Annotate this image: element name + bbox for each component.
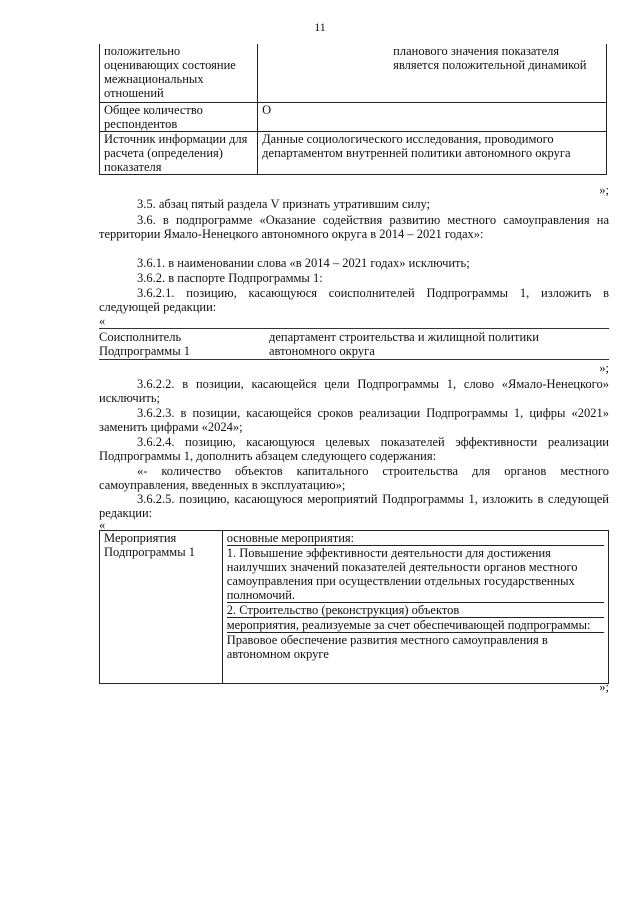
table-row [100, 103, 607, 132]
table-cell: О [258, 103, 607, 132]
paragraph-3-6-2-1: 3.6.2.1. позицию, касающуюся соисполнителей Подпрограммы 1, изложить в следующей редакции: [99, 286, 609, 314]
measures-label: Мероприятия Подпрограммы 1 [100, 531, 223, 684]
coexecutor-value: департамент строительства и жилищной политики автономного округа [269, 330, 539, 358]
paragraph-3-6-2-2: 3.6.2.2. в позиции, касающейся цели Подпрограммы 1, слово «Ямало-Ненецкого» исключить; [99, 377, 609, 405]
measures-item: 2. Строительство (реконструкция) объектов [227, 603, 604, 618]
table-cell: Данные социологического исследования, проводимого департаментом внутренней политики автономного округа [258, 132, 607, 175]
measures-item: Правовое обеспечение развития местного самоуправления в автономном округе [226, 633, 548, 661]
paragraph-3-6-1: 3.6.1. в наименовании слова «в 2014 – 2021 годах» исключить; [137, 256, 470, 270]
table-bottom-rule [99, 359, 609, 360]
quoted-paragraph: «- количество объектов капитального строительства для органов местного самоуправления, введенных в эксплуатацию»; [99, 464, 609, 492]
paragraph-3-6-2: 3.6.2. в паспорте Подпрограммы 1: [137, 271, 323, 285]
table-top-rule [99, 328, 609, 329]
table-cell: планового значения показателя является положительной динамикой [258, 44, 607, 103]
opening-quote: « [99, 518, 106, 532]
paragraph-3-6: 3.6. в подпрограмме «Оказание содействия развитию местного самоуправления на территории Ямало-Ненецкого автономного округа в 2014 – 2021 годах»: [99, 213, 609, 241]
paragraph-3-5: 3.5. абзац пятый раздела V признать утратившим силу; [137, 197, 430, 211]
measures-item: 1. Повышение эффективности деятельности для достижения наилучших значений показателей деятельности органов местного самоуправления при осуществлении отдельных государственных полномочий. [227, 546, 604, 603]
table-cell: Общее количество респондентов [100, 103, 258, 132]
coexecutor-label: Соисполнитель Подпрограммы 1 [99, 330, 190, 358]
table-cell: Источник информации для расчета (определения) показателя [100, 132, 258, 175]
measures-cell [222, 531, 608, 684]
paragraph-3-6-2-3: 3.6.2.3. в позиции, касающейся сроков реализации Подпрограммы 1, цифры «2021» заменить цифрами «2024»; [99, 406, 609, 434]
closing-quote: »; [599, 183, 609, 197]
table-cell: положительно оценивающих состояние межнациональных отношений [100, 44, 258, 103]
table-row [100, 531, 609, 684]
indicator-table [99, 44, 607, 175]
opening-quote: « [99, 314, 106, 328]
measures-table [99, 530, 609, 684]
table-row [100, 44, 607, 103]
measures-item: мероприятия, реализуемые за счет обеспечивающей подпрограммы: [227, 618, 604, 633]
table-row [100, 132, 607, 175]
closing-quote: »; [599, 361, 609, 375]
page-number: 11 [314, 20, 326, 34]
paragraph-3-6-2-5: 3.6.2.5. позицию, касающуюся мероприятий Подпрограммы 1, изложить в следующей редакции: [99, 492, 609, 520]
closing-quote: »; [599, 680, 609, 694]
paragraph-3-6-2-4: 3.6.2.4. позицию, касающуюся целевых показателей эффективности реализации Подпрограммы 1, дополнить абзацем следующего содержания: [99, 435, 609, 463]
measures-item: основные мероприятия: [227, 531, 604, 546]
